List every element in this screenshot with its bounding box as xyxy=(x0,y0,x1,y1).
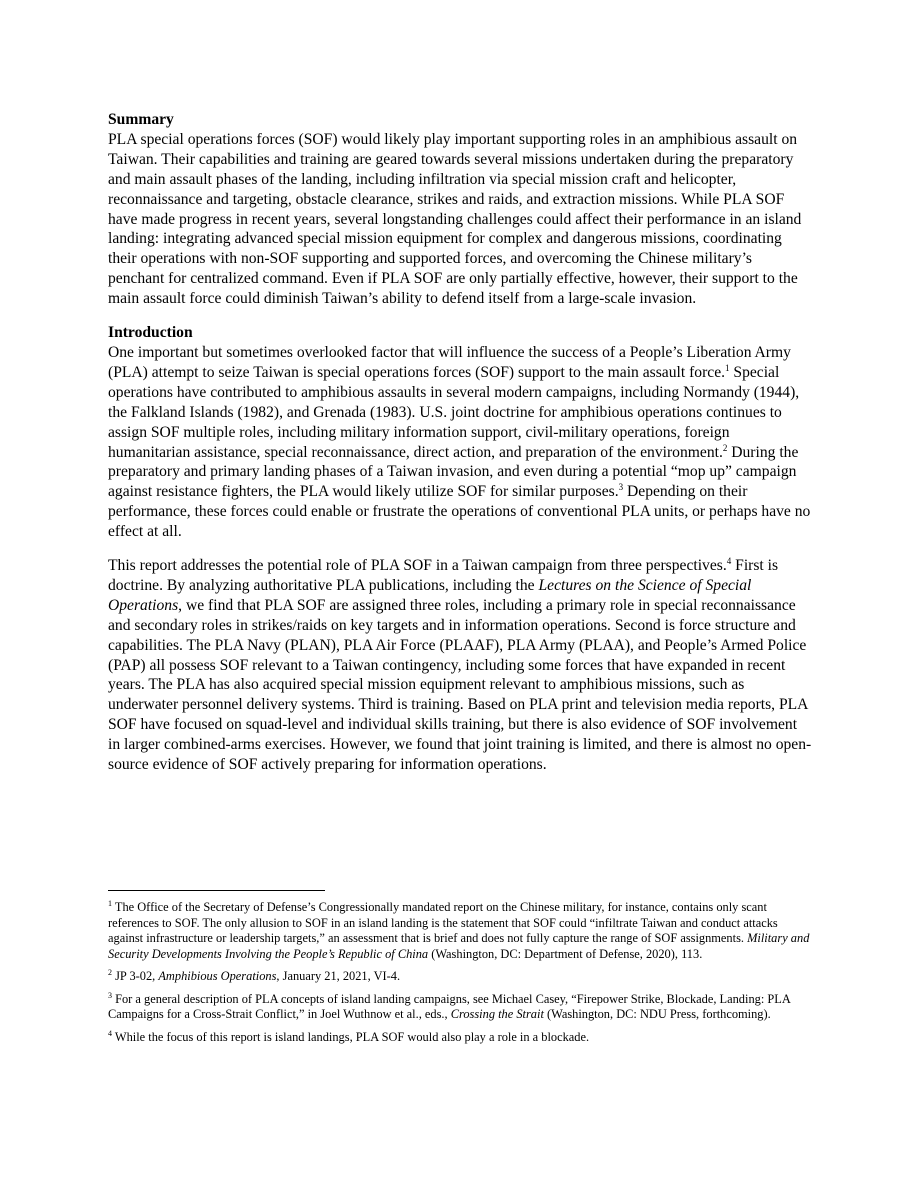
footnote-3-text-a: For a general description of PLA concepts of island landing campaigns, see Michael Casey, “Firepower Strike, Blockade, Landing: PLA Campaigns for a Cross-Strait Conflict,” in Joel Wuthnow et al., eds., xyxy=(108,991,791,1021)
footnote-2-number: 2 xyxy=(108,967,112,977)
footnote-3 xyxy=(108,992,812,1023)
intro-p1-text-a: One important but sometimes overlooked factor that will influence the success of a People’s Liberation Army (PLA) attempt to seize Taiwan is special operations forces (SOF) support to the main assault force. xyxy=(108,343,791,381)
document-body xyxy=(108,110,812,789)
footnote-3-text-b: (Washington, DC: NDU Press, forthcoming). xyxy=(543,1007,771,1021)
footnote-2 xyxy=(108,969,812,985)
footnote-ref-4[interactable]: 4 xyxy=(726,555,732,566)
introduction-heading: Introduction xyxy=(108,324,193,342)
footnote-3-number: 3 xyxy=(108,990,112,1000)
introduction-paragraph-2 xyxy=(108,556,812,775)
footnote-2-text-b: , January 21, 2021, VI-4. xyxy=(276,969,401,983)
publication-title-lectures: Lectures on the Science of Special Operations xyxy=(108,576,752,614)
intro-p2-text-a: This report addresses the potential role of PLA SOF in a Taiwan campaign from three perspectives. xyxy=(108,557,727,575)
footnote-4-text: While the focus of this report is island landings, PLA SOF would also play a role in a blockade. xyxy=(112,1029,590,1044)
footnote-2-italic-title: Amphibious Operations xyxy=(158,969,277,983)
footnote-3-italic-title: Crossing the Strait xyxy=(450,1007,544,1021)
summary-section xyxy=(108,110,812,309)
footnote-2-text-a: JP 3-02, xyxy=(112,969,159,983)
footnote-4-number: 4 xyxy=(108,1028,112,1038)
footnote-ref-3[interactable]: 3 xyxy=(618,482,624,493)
summary-heading: Summary xyxy=(108,111,174,128)
footnote-1-text-b: (Washington, DC: Department of Defense, 2020), 113. xyxy=(428,946,703,961)
footnote-ref-1[interactable]: 1 xyxy=(725,362,730,373)
footnote-1-text-a: The Office of the Secretary of Defense’s Congressionally mandated report on the Chinese military, for instance, contains only scant references to SOF. The only allusion to SOF in an island landing is the statement that SOF could “infiltrate Taiwan and conduct attacks against infrastructure or leadership targets,” an assessment that is brief and does not fully capture the range of SOF assignments. xyxy=(108,900,778,945)
intro-p2-text-b: First is doctrine. By analyzing authoritative PLA publications, including the xyxy=(108,557,779,594)
introduction-section xyxy=(108,323,812,775)
intro-p1-text-b: Special operations have contributed to amphibious assaults in several modern campaigns, including Normandy (1944), the Falkland Islands (1982), and Grenada (1983). U.S. joint doctrine for amphibious operations continues to assign SOF multiple roles, including military information support, civil-military operations, foreign humanitarian assistance, special reconnaissance, direct action, and preparation of the environment. xyxy=(108,363,800,461)
footnote-ref-2[interactable]: 2 xyxy=(722,442,728,453)
intro-p1-text-c: During the preparatory and primary landing phases of a Taiwan invasion, and even during a potential “mop up” campaign against resistance fighters, the PLA would likely utilize SOF for similar purposes. xyxy=(108,443,799,501)
footnotes-section xyxy=(108,900,812,1052)
footnote-divider xyxy=(108,890,325,891)
footnote-1-number: 1 xyxy=(108,898,112,908)
introduction-paragraph-1 xyxy=(108,343,812,542)
intro-p1-text-d: Depending on their performance, these forces could enable or frustrate the operations of conventional PLA units, or perhaps have no effect at all. xyxy=(108,483,811,541)
intro-p2-text-c: , we find that PLA SOF are assigned three roles, including a primary role in special reconnaissance and secondary roles in strikes/raids on key targets and in information operations. Second is force structure and capabilities. The PLA Navy (PLAN), PLA Air Force (PLAAF), PLA Army (PLAA), and People’s Armed Police (PAP) all possess SOF relevant to a Taiwan contingency, including some forces that have expanded in recent years. The PLA has also acquired special mission equipment relevant to amphibious missions, such as underwater personnel delivery systems. Third is training. Based on PLA print and television media reports, PLA SOF have focused on squad-level and individual skills training, but there is also evidence of SOF involvement in larger combined-arms exercises. However, we found that joint training is limited, and there is almost no open-source evidence of SOF actively preparing for information operations. xyxy=(108,596,812,774)
footnote-4 xyxy=(108,1030,812,1046)
footnote-1 xyxy=(108,900,812,962)
summary-paragraph: PLA special operations forces (SOF) would likely play important supporting roles in an amphibious assault on Taiwan. Their capabilities and training are geared towards several missions undertaken during the preparatory and main assault phases of the landing, including infiltration via special mission craft and helicopter, reconnaissance and targeting, obstacle clearance, strikes and raids, and extraction missions. While PLA SOF have made progress in recent years, several longstanding challenges could affect their performance in an island landing: integrating advanced special mission equipment for complex and dangerous missions, coordinating their operations with non-SOF supporting and supported forces, and overcoming the Chinese military’s penchant for centralized command. Even if PLA SOF are only partially effective, however, their support to the main assault force could diminish Taiwan’s ability to defend itself from a large-scale invasion. xyxy=(108,130,802,308)
footnote-1-italic-title: Military and Security Developments Involving the People’s Republic of China xyxy=(108,931,810,961)
